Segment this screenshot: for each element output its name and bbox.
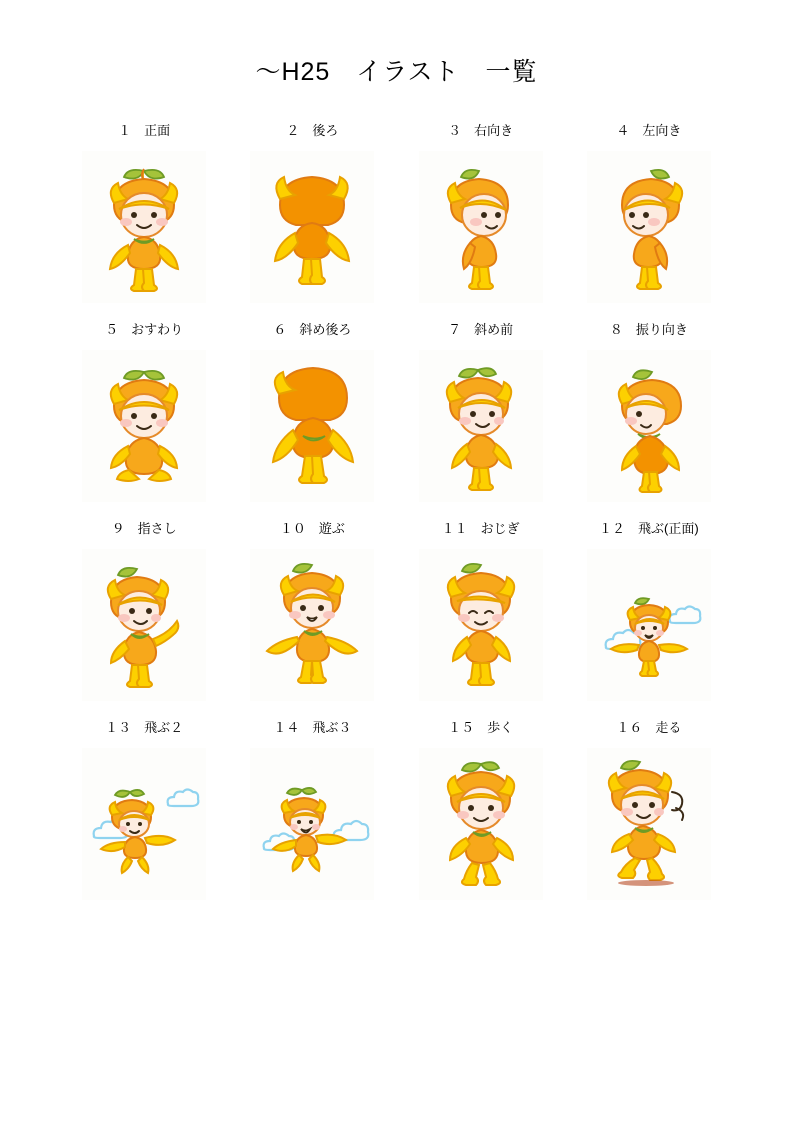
illustration-cell (60, 122, 228, 321)
illustration-cell (397, 520, 565, 719)
illustration-cell (60, 719, 228, 918)
illustration-thumb-playing (250, 549, 374, 701)
illustration-thumb-diagonal-back (250, 350, 374, 502)
illustration-thumb-left (587, 151, 711, 303)
illustration-thumb-flying-front (587, 549, 711, 701)
illustration-cell (397, 321, 565, 520)
illustration-label: １３ 飛ぶ２ (105, 720, 184, 735)
illustration-thumb-right (419, 151, 543, 303)
illustration-label: １２ 飛ぶ(正面) (599, 521, 699, 536)
illustration-cell (565, 321, 733, 520)
illustration-thumb-pointing (82, 549, 206, 701)
illustration-label: ９ 指さし (111, 521, 177, 536)
illustration-cell (228, 122, 396, 321)
illustration-thumb-flying-2 (82, 748, 206, 900)
illustration-label: ５ おすわり (105, 322, 184, 337)
illustration-thumb-bowing (419, 549, 543, 701)
illustration-thumb-front (82, 151, 206, 303)
illustration-cell (228, 321, 396, 520)
illustration-label: １５ 歩く (448, 720, 514, 735)
illustration-grid (60, 122, 733, 918)
illustration-label: ８ 振り向き (609, 322, 688, 337)
illustration-label: ２ 後ろ (286, 123, 339, 138)
illustration-thumb-back (250, 151, 374, 303)
illustration-label: ６ 斜め後ろ (273, 322, 352, 337)
illustration-thumb-sitting (82, 350, 206, 502)
page-title: ～H25 イラスト 一覧 (255, 58, 538, 86)
illustration-cell (397, 719, 565, 918)
illustration-thumb-diagonal-front (419, 350, 543, 502)
illustration-thumb-flying-3 (250, 748, 374, 900)
illustration-cell (228, 719, 396, 918)
illustration-cell (60, 321, 228, 520)
illustration-cell (60, 520, 228, 719)
illustration-cell (565, 719, 733, 918)
illustration-label: ３ 右向き (448, 123, 514, 138)
illustration-thumb-running (587, 748, 711, 900)
illustration-cell (397, 122, 565, 321)
illustration-label: １６ 走る (616, 720, 682, 735)
illustration-cell (565, 520, 733, 719)
illustration-cell (565, 122, 733, 321)
illustration-cell (228, 520, 396, 719)
illustration-label: ７ 斜め前 (448, 322, 514, 337)
illustration-label: １１ おじぎ (441, 521, 520, 536)
illustration-label: １４ 飛ぶ３ (273, 720, 352, 735)
illustration-label: ４ 左向き (616, 123, 682, 138)
illustration-label: １ 正面 (118, 123, 171, 138)
illustration-thumb-walking (419, 748, 543, 900)
illustration-label: １０ 遊ぶ (279, 521, 345, 536)
illustration-thumb-turning (587, 350, 711, 502)
